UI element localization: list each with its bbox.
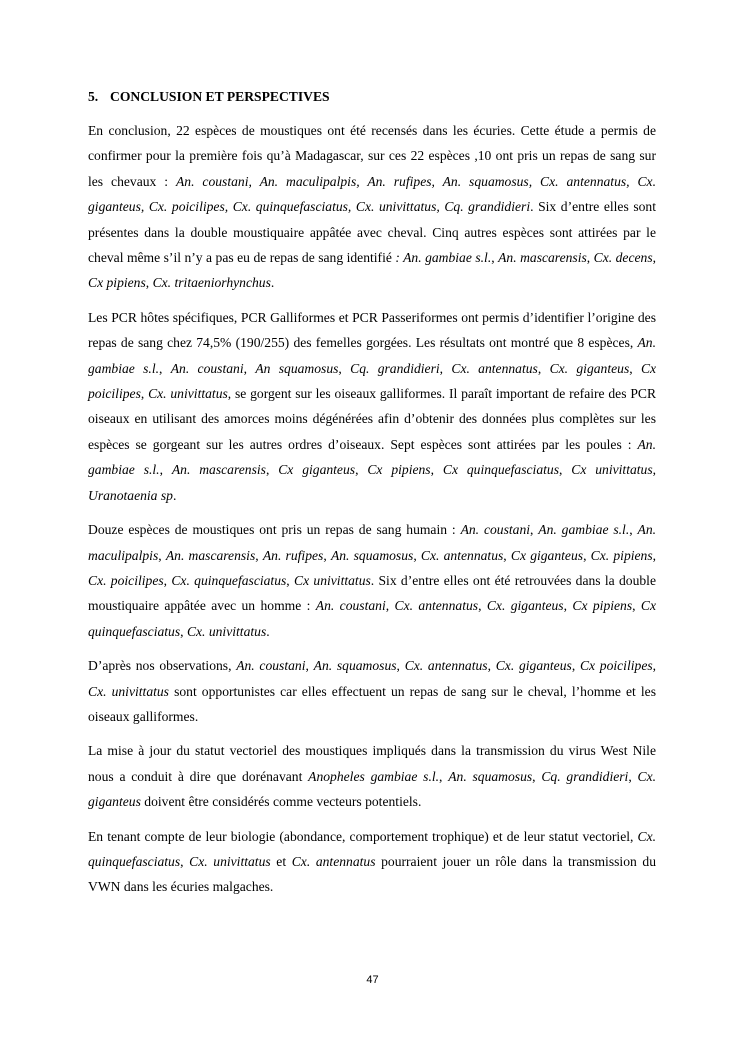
species-name: Cx. univittatus xyxy=(148,386,228,402)
paragraph-pcr-results xyxy=(88,305,656,508)
text-run: , se gorgent sur les oiseaux galliformes. Il paraît important de refaire des PCR oiseaux en utilisant des amorces moins dégénérées afin d’obtenir des données plus complètes sur les espèces se gorgeant sur les autres ordres d’oiseaux. Sept espèces sont attirées par les poules : xyxy=(88,386,657,452)
paragraph-conclusion-species xyxy=(88,118,656,296)
text-run: , xyxy=(159,462,172,478)
text-run: , xyxy=(385,598,395,614)
species-name: Cx. giganteus xyxy=(486,598,564,614)
species-name: An. coustani xyxy=(315,598,386,614)
text-run: , xyxy=(430,462,443,478)
species-name: An. rufipes xyxy=(262,547,324,563)
text-run: , xyxy=(532,768,542,784)
text-run: doivent être considérés comme vecteurs potentiels. xyxy=(140,794,422,810)
text-run: sont opportunistes car elles effectuent un repas de sang sur le cheval, l’homme et les oiseaux galliformes. xyxy=(88,683,656,724)
text-run: , xyxy=(491,250,499,266)
section-title: CONCLUSION ET PERSPECTIVES xyxy=(110,89,330,104)
species-name: Cx univittatus xyxy=(294,572,371,588)
text-run: , xyxy=(652,462,657,478)
text-run: , xyxy=(583,547,591,563)
species-name: Cx univittatus xyxy=(571,462,653,478)
species-name: An squamosus xyxy=(255,360,339,376)
text-run: , xyxy=(265,462,279,478)
species-name: Cx pipiens xyxy=(367,462,431,478)
species-name: Cx. univittatus xyxy=(88,683,169,699)
species-name: Cx. decens xyxy=(593,250,653,266)
text-run: En conclusion, 22 espèces de moustiques ont été recensés dans les écuries. Cette étude a permis de confirmer pour la première fois qu’à Madagascar, sur ces 22 espèces ,10 ont pris un repas de sang sur les chevaux : xyxy=(88,123,656,189)
text-run: , xyxy=(558,462,572,478)
text-run: , xyxy=(255,547,263,563)
text-run: , xyxy=(629,360,641,376)
text-run: , xyxy=(163,572,172,588)
species-name: Cx. giganteus xyxy=(495,658,572,674)
species-name: An. maculipalpis xyxy=(88,522,657,563)
text-run: La mise à jour du statut vectoriel des moustiques impliqués dans la transmission du virus West Nile nous a conduit à dire que dorénavant xyxy=(88,743,656,784)
species-name: An. coustani xyxy=(460,522,531,538)
species-name: Cx. giganteus xyxy=(88,768,657,810)
species-name: Cx. poicilipes xyxy=(88,572,164,588)
text-run: , xyxy=(180,853,190,869)
species-name: Cx. quinquefasciatus xyxy=(171,572,287,588)
section-number: 5. xyxy=(88,89,99,104)
paragraph-human-blood-meals xyxy=(88,517,656,644)
species-name: Cx. univittatus xyxy=(186,623,267,639)
text-run: , xyxy=(628,768,638,784)
species-name: An. gambiae s.l. xyxy=(88,436,656,478)
text-run: , xyxy=(652,658,657,674)
species-name: : An. gambiae s.l. xyxy=(395,250,492,266)
text-run: , xyxy=(159,360,171,376)
text-run: , xyxy=(338,360,351,376)
text-run: , xyxy=(586,250,594,266)
species-name: Cx quinquefasciatus xyxy=(442,462,559,478)
text-run: , xyxy=(537,360,550,376)
species-name: Cx. antennatus xyxy=(451,360,538,376)
text-run: . Six d’entre elles ont été retrouvées dans la double moustiquaire appâtée avec un homme : xyxy=(88,572,656,614)
text-run: , xyxy=(355,462,368,478)
text-run: et xyxy=(270,853,292,869)
text-run: . Six d’entre elles sont présentes dans la double moustiquaire appâtée avec cheval. Cinq autres espèces sont attirées par le cheval même s’il n’y a pas eu de repas de sang identifié xyxy=(88,199,656,266)
species-name: Cx. antennatus xyxy=(291,853,376,869)
species-name: Cx. quinquefasciatus xyxy=(88,828,656,869)
paragraph-transmission-role xyxy=(88,824,656,900)
species-name: Cx poicilipes xyxy=(579,658,653,674)
text-run: Les PCR hôtes spécifiques, PCR Galliformes et PCR Passeriformes ont permis d’identifier l’origine des repas de sang chez 74,5% (190/255) des femelles gorgées. Les résultats ont montré que 8 espèces, xyxy=(88,309,656,351)
text-run: , xyxy=(286,572,294,588)
species-name: An. coustani, An. maculipalpis, An. rufipes, An. squamosus, Cx. antennatus, Cx. giganteus, Cx. poicilipes, Cx. quinquefasciatus, Cx. univittatus, Cq. grandidieri xyxy=(88,173,656,215)
text-run: . xyxy=(270,275,275,291)
species-name: Cx quinquefasciatus xyxy=(88,598,657,639)
text-run: , xyxy=(413,547,421,563)
species-name: Cx. tritaeniorhynchus xyxy=(152,275,271,291)
text-run: , xyxy=(530,522,539,538)
text-run: . xyxy=(266,623,270,639)
species-name: An. gambiae s.l. xyxy=(538,522,630,538)
text-run: , xyxy=(629,522,638,538)
paragraph-opportunistic-species xyxy=(88,653,656,729)
text-run: , xyxy=(652,547,657,563)
species-name: Cx poicilipes xyxy=(88,360,657,402)
text-run: , xyxy=(140,386,149,402)
text-run: , xyxy=(571,658,580,674)
species-name: An. coustani xyxy=(170,360,244,376)
species-name: An. mascarensis xyxy=(171,462,266,478)
species-name: An. gambiae s.l. xyxy=(88,335,656,376)
species-name: An. squamosus xyxy=(330,547,414,563)
paragraph-vector-status xyxy=(88,738,656,814)
species-name: Cx. antennatus xyxy=(394,598,479,614)
text-run: , xyxy=(323,547,331,563)
text-run: , xyxy=(439,360,452,376)
species-name: Cx giganteus xyxy=(510,547,584,563)
species-name: Cq. grandidieri xyxy=(350,360,440,376)
species-name: An. mascarensis xyxy=(498,250,587,266)
text-run: , xyxy=(180,623,187,639)
species-name: Cx. pipiens xyxy=(590,547,653,563)
text-run: , xyxy=(652,250,657,266)
species-name: Cx. univittatus xyxy=(189,853,271,869)
text-run: , xyxy=(563,598,573,614)
page-number: 47 xyxy=(366,974,379,986)
species-name: An. squamosus xyxy=(448,768,533,784)
species-name: Cx. antennatus xyxy=(420,547,504,563)
species-name: Cx. antennatus xyxy=(404,658,488,674)
text-run: , xyxy=(396,658,405,674)
text-run: , xyxy=(439,768,449,784)
text-run: D’après nos observations, xyxy=(88,658,237,674)
text-run: En tenant compte de leur biologie (abondance, comportement trophique) et de leur statut vectoriel, xyxy=(88,828,638,844)
species-name: Uranotaenia sp xyxy=(88,487,173,503)
species-name: Anopheles gambiae s.l. xyxy=(308,768,440,784)
species-name: An. mascarensis xyxy=(165,547,256,563)
text-run: , xyxy=(243,360,256,376)
section-heading xyxy=(88,86,656,108)
text-run: pourraient jouer un rôle dans la transmission du VWN dans les écuries malgaches. xyxy=(88,853,656,895)
species-name: An. squamosus xyxy=(313,658,397,674)
text-run: , xyxy=(632,598,641,614)
species-name: Cx. giganteus xyxy=(549,360,630,376)
text-run: , xyxy=(305,658,314,674)
species-name: Cx pipiens xyxy=(88,275,146,291)
text-run: , xyxy=(487,658,496,674)
page-content xyxy=(88,86,656,909)
species-name: Cq. grandidieri xyxy=(541,768,629,784)
text-run: , xyxy=(478,598,487,614)
species-name: Cx pipiens xyxy=(572,598,633,614)
species-name: An. coustani xyxy=(236,658,306,674)
text-run: , xyxy=(145,275,153,291)
text-run: Douze espèces de moustiques ont pris un repas de sang humain : xyxy=(88,522,461,538)
text-run: , xyxy=(503,547,511,563)
text-run: . xyxy=(172,487,177,503)
text-run: , xyxy=(158,547,166,563)
species-name: Cx giganteus xyxy=(278,462,356,478)
